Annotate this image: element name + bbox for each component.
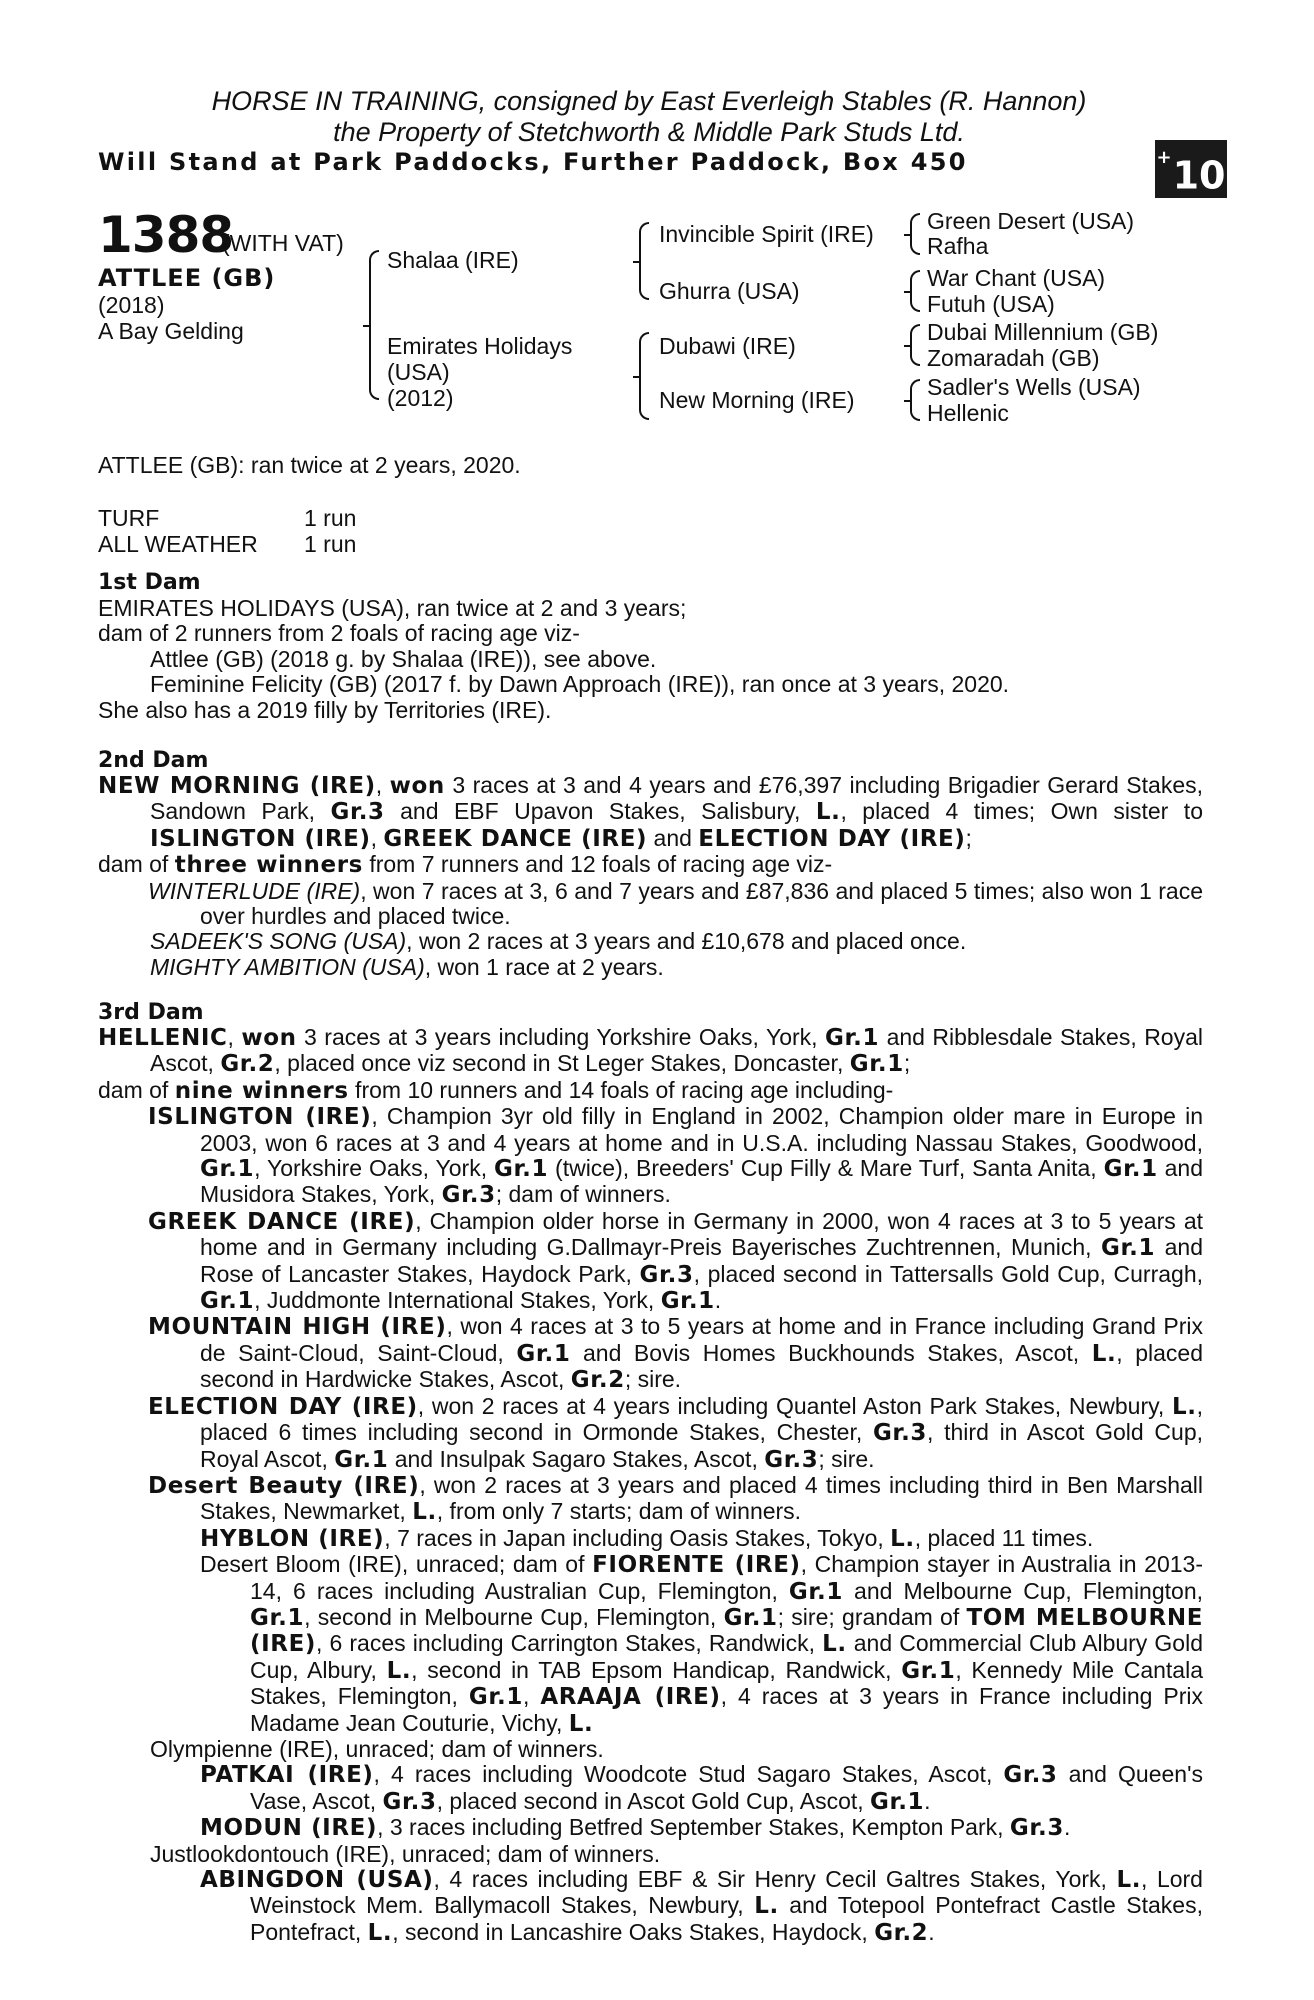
pedigree-dam-dam: New Morning (IRE) (659, 387, 855, 413)
pedigree-dsd: Zomaradah (GB) (927, 345, 1100, 371)
second-dam-text: NEW MORNING (IRE), won 3 races at 3 and 4 years and £76,397 including Brigadier Gerard Stakes, Sandown Park, Gr.3 and EBF Upavon Stakes, Salisbury, L., placed 4 times; Own sister to ISLINGTON (IRE), GREEK DANCE (IRE) and ELECTION DAY (IRE); dam of three winners from 7 runners and 12 foals of racing age viz- WINTERLUDE (IRE), won 7 races at 3, 6 and 7 years and £87,836 and placed 5 times; also won 1 race over hurdles and placed twice. SADEEK'S SONG (USA), won 2 races at 3 years and £10,678 and placed once. MIGHTY AMBITION (USA), won 1 race at 2 years. (98, 772, 1204, 980)
pedigree-dam-sire: Dubawi (IRE) (659, 333, 796, 359)
first-dam-line: Attlee (GB) (2018 g. by Shalaa (IRE)), see above. (150, 645, 657, 672)
pedigree-brace (910, 270, 920, 312)
pedigree-sdd: Futuh (USA) (927, 291, 1055, 317)
pedigree-brace (910, 379, 920, 421)
pedigree-dam-origin: (USA) (387, 359, 450, 385)
pedigree-sss: Green Desert (USA) (927, 208, 1135, 234)
second-dam-heading: 2nd Dam (98, 748, 209, 773)
pedigree-brace (910, 213, 920, 255)
first-dam-line: She also has a 2019 filly by Territories (IRE). (98, 696, 552, 723)
first-dam-line: EMIRATES HOLIDAYS (USA), ran twice at 2 and 3 years; (98, 595, 687, 621)
third-dam-text: HELLENIC, won 3 races at 3 years including Yorkshire Oaks, York, Gr.1 and Ribblesdale Stakes, Royal Ascot, Gr.2, placed once viz second in St Leger Stakes, Doncaster, Gr.1; dam of nine winners from 10 runners and 14 foals of racing age including- ISLINGTON (IRE), Champion 3yr old filly in England in 2002, Champion older mare in Europe in 2003, won 6 races at 3 and 4 years at home and in U.S.A. including Nassau Stakes, Goodwood, Gr.1, Yorkshire Oaks, York, Gr.1 (twice), Breeders' Cup Filly & Mare Turf, Santa Anita, Gr.1 and Musidora Stakes, York, Gr.3; dam of winners. GREEK DANCE (IRE), Champion older horse in Germany in 2000, won 4 races at 3 to 5 years at home and in Germany including G.Dallmayr-Preis Bayerisches Zuchtrennen, Munich, Gr.1 and Rose of Lancaster Stakes, Haydock Park, Gr.3, placed second in Tattersalls Gold Cup, Curragh, Gr.1, Juddmonte International Stakes, York, Gr.1. MOUNTAIN HIGH (IRE), won 4 races at 3 to 5 years at home and in France including Grand Prix de Saint-Cloud, Saint-Cloud, Gr.1 and Bovis Homes Buckhounds Stakes, Ascot, L., placed second in Hardwicke Stakes, Ascot, Gr.2; sire. ELECTION DAY (IRE), won 2 races at 4 years including Quantel Aston Park Stakes, Newbury, L., placed 6 times including second in Ormonde Stakes, Chester, Gr.3, third in Ascot Gold Cup, Royal Ascot, Gr.1 and Insulpak Sagaro Stakes, Ascot, Gr.3; sire. Desert Beauty (IRE), won 2 races at 3 years and placed 4 times including third in Ben Marshall Stakes, Newmarket, L., from only 7 starts; dam of winners. HYBLON (IRE), 7 races in Japan including Oasis Stakes, Tokyo, L., placed 11 times. Desert Bloom (IRE), unraced; dam of FIORENTE (IRE), Champion stayer in Australia in 2013-14, 6 races including Australian Cup, Flemington, Gr.1 and Melbourne Cup, Flemington, Gr.1, second in Melbourne Cup, Flemington, Gr.1; sire; grandam of TOM MELBOURNE (IRE), 6 races including Carrington Stakes, Randwick, L. and Commercial Club Albury Gold Cup, Albury, L., second in TAB Epsom Handicap, Randwick, Gr.1, Kennedy Mile Cantala Stakes, Flemington, Gr.1, ARAAJA (IRE), 4 races at 3 years in France including Prix Madame Jean Couturie, Vichy, L. Olympienne (IRE), unraced; dam of winners. PATKAI (IRE), 4 races including Woodcote Stud Sagaro Stakes, Ascot, Gr.3 and Queen's Vase, Ascot, Gr.3, placed second in Ascot Gold Cup, Ascot, Gr.1. MODUN (IRE), 3 races including Betfred September Stakes, Kempton Park, Gr.3. Justlookdontouch (IRE), unraced; dam of winners. ABINGDON (USA), 4 races including EBF & Sir Henry Cecil Galtres Stakes, York, L., Lord Weinstock Mem. Ballymacoll Stakes, Newbury, L. and Totepool Pontefract Castle Stakes, Pontefract, L., second in Lancashire Oaks Stakes, Haydock, Gr.2. (98, 1024, 1204, 1946)
header-line-1: HORSE IN TRAINING, consigned by East Everleigh Stables (R. Hannon) (211, 86, 1087, 116)
pedigree-brace (639, 222, 649, 300)
first-dam-text (98, 596, 1203, 723)
header-location: Will Stand at Park Paddocks, Further Paddock, Box 450 (98, 148, 968, 176)
first-dam-line: dam of 2 runners from 2 foals of racing age viz- (98, 620, 580, 647)
pedigree-sire-dam: Ghurra (USA) (659, 278, 800, 304)
pedigree-brace (639, 332, 649, 420)
pedigree-dds: Sadler's Wells (USA) (927, 374, 1141, 400)
pedigree-ddd: Hellenic (927, 400, 1009, 426)
first-dam-line: Feminine Felicity (GB) (2017 f. by Dawn Approach (IRE)), ran once at 3 years, 2020. (150, 671, 1010, 698)
header-line-2: the Property of Stetchworth & Middle Park Studs Ltd. (333, 117, 965, 147)
third-dam-heading: 3rd Dam (98, 1000, 204, 1025)
pedigree-sds: War Chant (USA) (927, 265, 1106, 291)
pedigree-brace (910, 324, 920, 366)
pedigree-ssd: Rafha (927, 233, 989, 259)
vat-note: (WITH VAT) (222, 230, 344, 256)
pedigree-sire-sire: Invincible Spirit (IRE) (659, 221, 874, 247)
pedigree-dam: Emirates Holidays (387, 333, 573, 359)
turf-label: TURF (98, 505, 160, 531)
pedigree-dss: Dubai Millennium (GB) (927, 319, 1159, 345)
first-dam-heading: 1st Dam (98, 570, 201, 595)
pedigree-brace (369, 250, 379, 400)
horse-description: A Bay Gelding (98, 318, 244, 344)
all-weather-label: ALL WEATHER (98, 531, 258, 557)
lot-number: 1388 (98, 206, 234, 264)
race-summary: ATTLEE (GB): ran twice at 2 years, 2020. (98, 452, 521, 478)
lot-badge: +10 (1155, 140, 1227, 198)
horse-name: ATTLEE (GB) (98, 264, 276, 292)
pedigree-sire: Shalaa (IRE) (387, 247, 519, 273)
pedigree-dam-year: (2012) (387, 385, 454, 411)
all-weather-value: 1 run (304, 531, 357, 557)
foaling-year: (2018) (98, 292, 165, 318)
turf-value: 1 run (304, 505, 357, 531)
